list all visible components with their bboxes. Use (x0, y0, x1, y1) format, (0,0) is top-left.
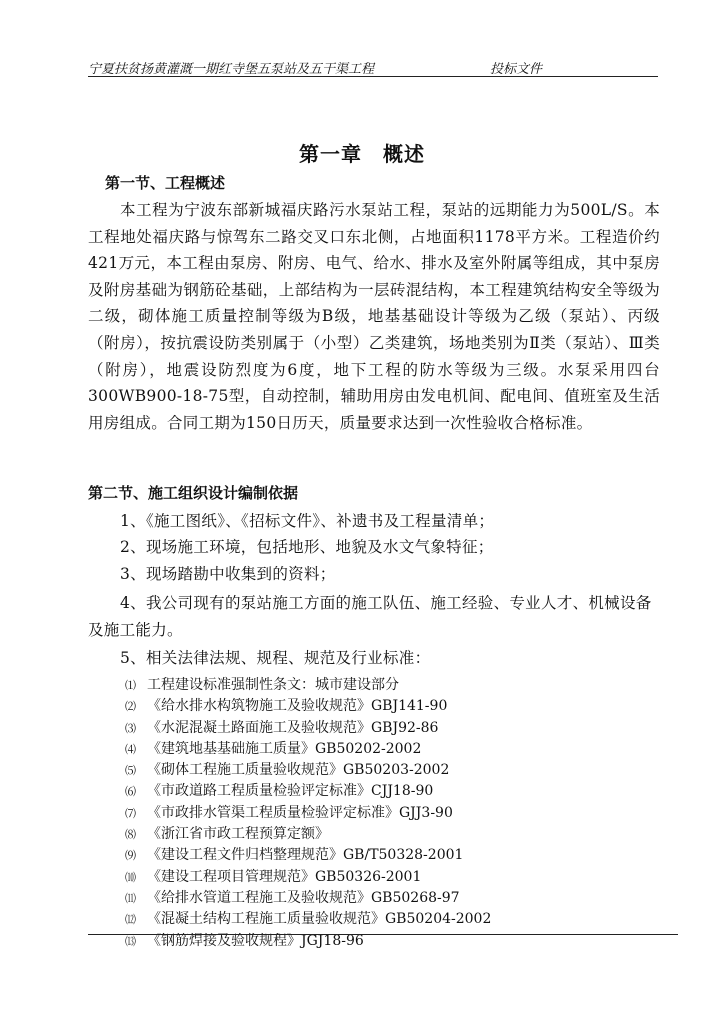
reference-item (125, 696, 665, 717)
reference-number: ⑿ (125, 913, 136, 927)
reference-text: 《钢筋焊接及验收规程》JGJ18-96 (147, 932, 364, 949)
reference-text: 《建设工程项目管理规范》GB50326-2001 (147, 868, 422, 885)
reference-item (125, 675, 665, 696)
reference-item (125, 845, 665, 866)
header-project-title: 宁夏扶贫扬黄灌溉一期红寺堡五泵站及五干渠工程 (88, 62, 375, 77)
section-title-overview: 第一节、工程概述 (105, 174, 226, 192)
reference-number: ⑷ (125, 742, 136, 756)
reference-text: 《市政排水管渠工程质量检验评定标准》GJJ3-90 (147, 804, 453, 821)
chapter-title: 第一章 概述 (299, 142, 425, 166)
reference-number: ⑽ (125, 870, 136, 884)
reference-item (125, 760, 665, 781)
reference-number: ⒀ (125, 934, 136, 948)
basis-item-2: 2、现场施工环境，包括地形、地貌及水文气象特征； (120, 538, 494, 556)
reference-text: 《水泥混凝土路面施工及验收规范》GBJ92-86 (147, 719, 439, 736)
reference-text: 《混凝土结构工程施工质量验收规范》GB50204-2002 (147, 911, 492, 928)
reference-item (125, 781, 665, 802)
reference-number: ⑹ (125, 785, 136, 799)
reference-text: 《建设工程文件归档整理规范》GB/T50328-2001 (147, 847, 464, 864)
basis-item-1: 1、《施工图纸》、《招标文件》、补遗书及工程量清单； (120, 512, 495, 530)
reference-text: 《砌体工程施工质量验收规范》GB50203-2002 (147, 762, 450, 779)
reference-item (125, 909, 665, 930)
reference-item (125, 867, 665, 888)
reference-text: 《给排水管道工程施工及验收规范》GB50268-97 (147, 889, 460, 906)
reference-number: ⑶ (125, 721, 136, 735)
reference-number: ⑸ (125, 764, 136, 778)
reference-item (125, 824, 665, 845)
reference-number: ⑼ (125, 849, 136, 863)
page-header (88, 58, 658, 77)
reference-number: ⑴ (125, 679, 136, 692)
reference-text: 《建筑地基基础施工质量》GB50202-2002 (147, 740, 422, 757)
reference-number: ⑾ (125, 891, 136, 905)
reference-text: 《浙江省市政工程预算定额》 (147, 826, 329, 843)
footer-divider (88, 934, 678, 935)
reference-text: 《市政道路工程质量检验评定标准》CJJ18-90 (147, 783, 434, 800)
basis-item-4: 4、我公司现有的泵站施工方面的施工队伍、施工经验、专业人才、机械设备及施工能力。 (88, 594, 652, 639)
reference-item (125, 718, 665, 739)
section-title-basis: 第二节、施工组织设计编制依据 (88, 484, 299, 502)
reference-text: 工程建设标准强制性条文：城市建设部分 (147, 677, 399, 693)
overview-paragraph: 本工程为宁波东部新城福庆路污水泵站工程，泵站的远期能力为500L/S。本工程地处福庆路与惊驾东二路交叉口东北侧，占地面积1178平方米。工程造价约421万元，本工程由泵房、附房、电气、给水、排水及室外附属等组成，其中泵房及附房基础为钢筋砼基础，上部结构为一层砖混结构，本工程建筑结构安全等级为二级，砌体施工质量控制等级为B级，地基基础设计等级为乙级（泵站）、丙级（附房），按抗震设防类别属于（小型）乙类建筑，场地类别为Ⅱ类（泵站）、Ⅲ类（附房），地震设防烈度为6度，地下工程的防水等级为三级。水泵采用四台300WB900-18-75型，自动控制，辅助用房由发电机间、配电间、值班室及生活用房组成。合同工期为150日历天，质量要求达到一次性验收合格标准。 (88, 201, 660, 432)
basis-item-3: 3、现场踏勘中收集到的资料； (120, 565, 336, 583)
reference-item (125, 888, 665, 909)
reference-number: ⑻ (125, 828, 136, 842)
reference-text: 《给水排水构筑物施工及验收规范》GBJ141-90 (147, 698, 448, 715)
reference-number: ⑺ (125, 806, 136, 820)
reference-number: ⑵ (125, 700, 136, 714)
reference-item (125, 739, 665, 760)
basis-item-5: 5、相关法律法规、规程、规范及行业标准： (120, 649, 431, 667)
header-doc-type: 投标文件 (490, 62, 543, 77)
reference-item (125, 803, 665, 824)
reference-list (125, 675, 665, 952)
